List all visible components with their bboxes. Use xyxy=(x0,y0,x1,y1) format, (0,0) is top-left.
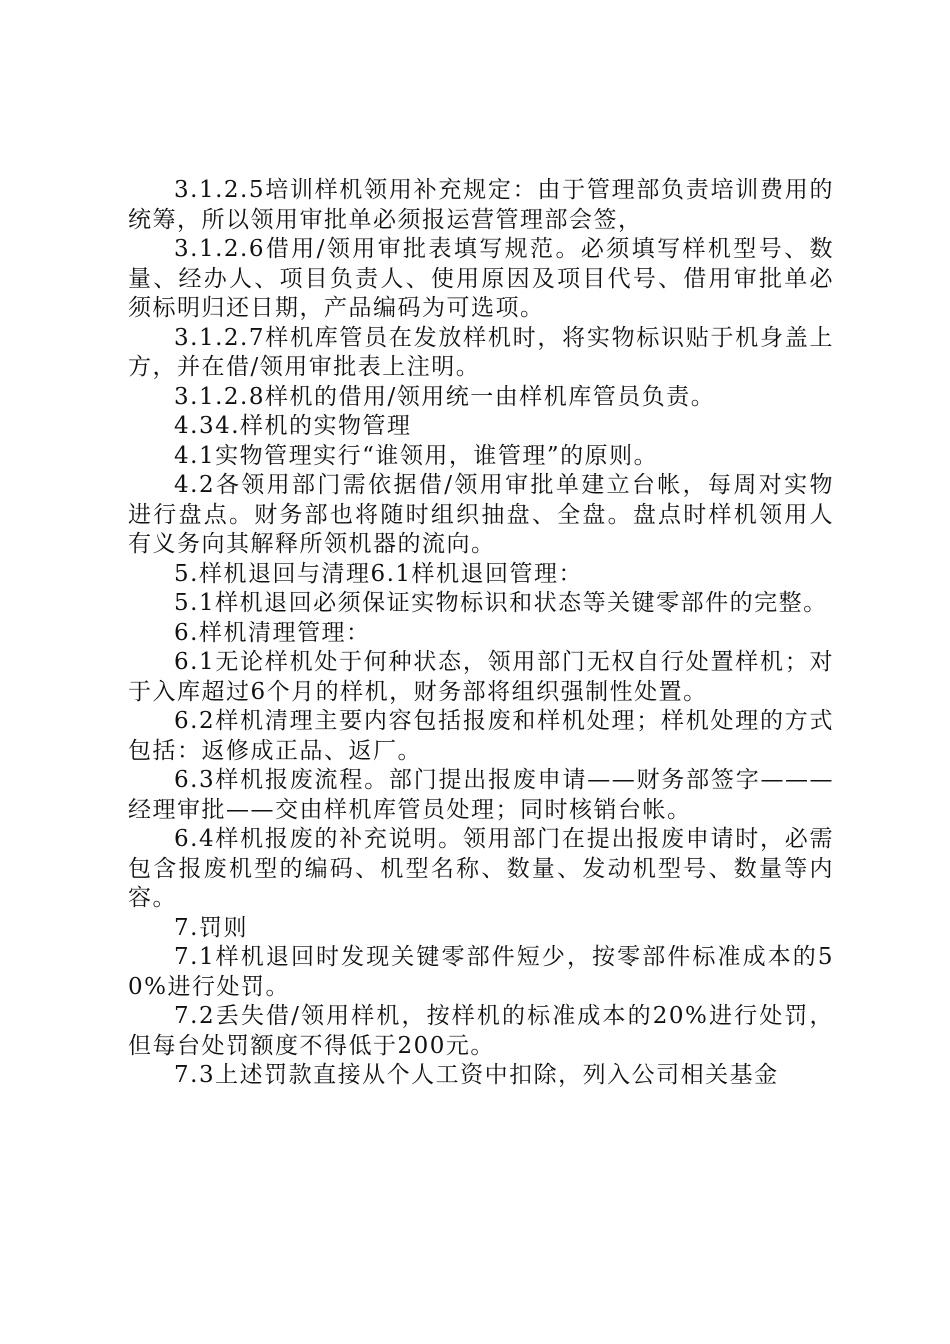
paragraph-4-1: 4.1实物管理实行“谁领用，谁管理”的原则。 xyxy=(174,442,659,469)
paragraph-7-3: 7.3上述罚款直接从个人工资中扣除，列入公司相关基金 xyxy=(174,1062,779,1088)
paragraph-5-1: 5.1样机退回必须保证实物标识和状态等关键零部件的完整。 xyxy=(174,590,828,616)
document-body xyxy=(128,176,834,1091)
section-heading-4-34: 4.34.样机的实物管理 xyxy=(174,413,412,439)
paragraph-7-2: 7.2丢失借/领用样机，按样机的标准成本的20%进行处罚，但每台处罚额度不得低于200元。 xyxy=(128,1003,834,1059)
paragraph-6-1: 6.1无论样机处于何种状态，领用部门无权自行处置样机；对于入库超过6个月的样机，财务部将组织强制性处置。 xyxy=(128,649,834,705)
paragraph-6-2: 6.2样机清理主要内容包括报废和样机处理；样机处理的方式包括：返修成正品、返厂。 xyxy=(128,708,834,764)
paragraph-3-1-2-8: 3.1.2.8样机的借用/领用统一由样机库管员负责。 xyxy=(174,383,716,410)
section-heading-5: 5.样机退回与清理6.1样机退回管理： xyxy=(174,560,584,587)
paragraph-3-1-2-6: 3.1.2.6借用/领用审批表填写规范。必须填写样机型号、数量、经办人、项目负责人、使用原因及项目代号、借用审批单必须标明归还日期，产品编码为可选项。 xyxy=(128,236,834,321)
paragraph-3-1-2-7: 3.1.2.7样机库管员在发放样机时，将实物标识贴于机身盖上方，并在借/领用审批表上注明。 xyxy=(128,324,834,380)
paragraph-6-4: 6.4样机报废的补充说明。领用部门在提出报废申请时，必需包含报废机型的编码、机型名称、数量、发动机型号、数量等内容。 xyxy=(128,826,834,911)
section-heading-6: 6.样机清理管理： xyxy=(174,619,371,646)
paragraph-3-1-2-5: 3.1.2.5培训样机领用补充规定：由于管理部负责培训费用的统筹，所以领用审批单必须报运营管理部会签， xyxy=(128,177,834,233)
paragraph-7-1: 7.1样机退回时发现关键零部件短少，按零部件标准成本的50%进行处罚。 xyxy=(128,944,834,1000)
paragraph-6-3: 6.3样机报废流程。部门提出报废申请——财务部签字———经理审批——交由样机库管员处理；同时核销台帐。 xyxy=(128,767,834,823)
section-heading-7: 7.罚则 xyxy=(174,914,248,941)
paragraph-4-2: 4.2各领用部门需依据借/领用审批单建立台帐，每周对实物进行盘点。财务部也将随时组织抽盘、全盘。盘点时样机领用人有义务向其解释所领机器的流向。 xyxy=(128,472,834,557)
